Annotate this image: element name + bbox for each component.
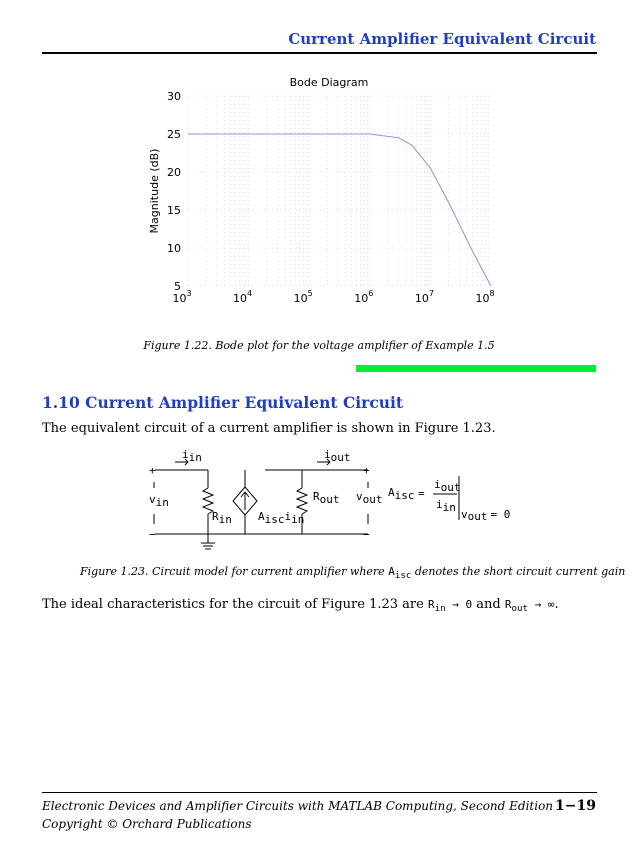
x-tick-label: $10^6$ [354,289,374,305]
x-tick-label: $10^3$ [172,289,192,305]
y-tick-label: 30 [167,90,181,103]
green-highlight-bar [356,365,596,372]
resistor-rout [297,488,307,514]
iout-label: iout [324,448,351,464]
current-amplifier-circuit [130,448,550,558]
plot-background [188,96,491,286]
figure-1-23-caption [80,565,625,581]
paragraph-2: The ideal characteristics for the circuit of Figure 1.23 are $R_{in} \to 0$ and $R_{out}$ → ∞. [42,597,559,615]
vout-minus: − [363,528,370,541]
vin-plus: + [149,464,156,477]
chart-title: Bode Diagram [289,76,369,89]
rin-label: Rin [212,510,232,526]
x-tick-label: $10^8$ [475,289,495,305]
footer-book-title: Electronic Devices and Amplifier Circuits with MATLAB Computing, Second Edition [42,799,554,813]
y-tick-label: 20 [167,166,181,179]
rout-label: Rout [313,490,340,506]
rout-symbol: $R_{out}$ → ∞ [504,598,555,615]
x-tick-label: $10^4$ [233,289,253,305]
y-tick-label: 25 [167,128,181,141]
vout-plus: + [363,464,370,477]
fig123-caption-pre: Figure 1.23. Circuit model for current amplifier where [80,565,389,578]
paragraph-1: The equivalent circuit of a current amplifier is shown in Figure 1.23. [42,421,496,436]
fig123-symbol: $A_{isc}$ [388,565,412,582]
vout-label: vout [356,490,383,506]
y-tick-label: 15 [167,204,181,217]
vin-minus: − [149,528,156,541]
rin-symbol: $R_{in} \to 0$ [427,598,473,615]
fig123-caption-post: denotes the short circuit current gain [411,565,626,578]
bode-plot [130,72,500,312]
eq-lhs: Aisc [388,486,415,502]
page-number: 1−19 [555,798,596,814]
x-tick-label: $10^7$ [414,289,434,305]
footer-rule [42,792,597,793]
y-tick-label: 5 [174,280,181,293]
y-axis-label: Magnitude (dB) [148,148,161,234]
running-header-title: Current Amplifier Equivalent Circuit [288,30,596,48]
eq-numerator: iout [434,478,461,494]
footer-copyright: Copyright © Orchard Publications [42,817,252,831]
iin-label: iin [182,448,202,464]
source-label: Aisciin [258,510,305,526]
eq-denominator: iin [436,498,456,514]
y-tick-label: 10 [167,242,181,255]
x-tick-label: $10^5$ [293,289,313,305]
figure-1-22-caption: Figure 1.22. Bode plot for the voltage amplifier of Example 1.5 [143,339,495,352]
section-heading: 1.10 Current Amplifier Equivalent Circuit [42,393,404,412]
vin-label: vin [149,493,169,509]
eq-sign: = [418,487,425,500]
header-rule [42,52,597,54]
eq-condition: vout = 0 [461,508,511,523]
